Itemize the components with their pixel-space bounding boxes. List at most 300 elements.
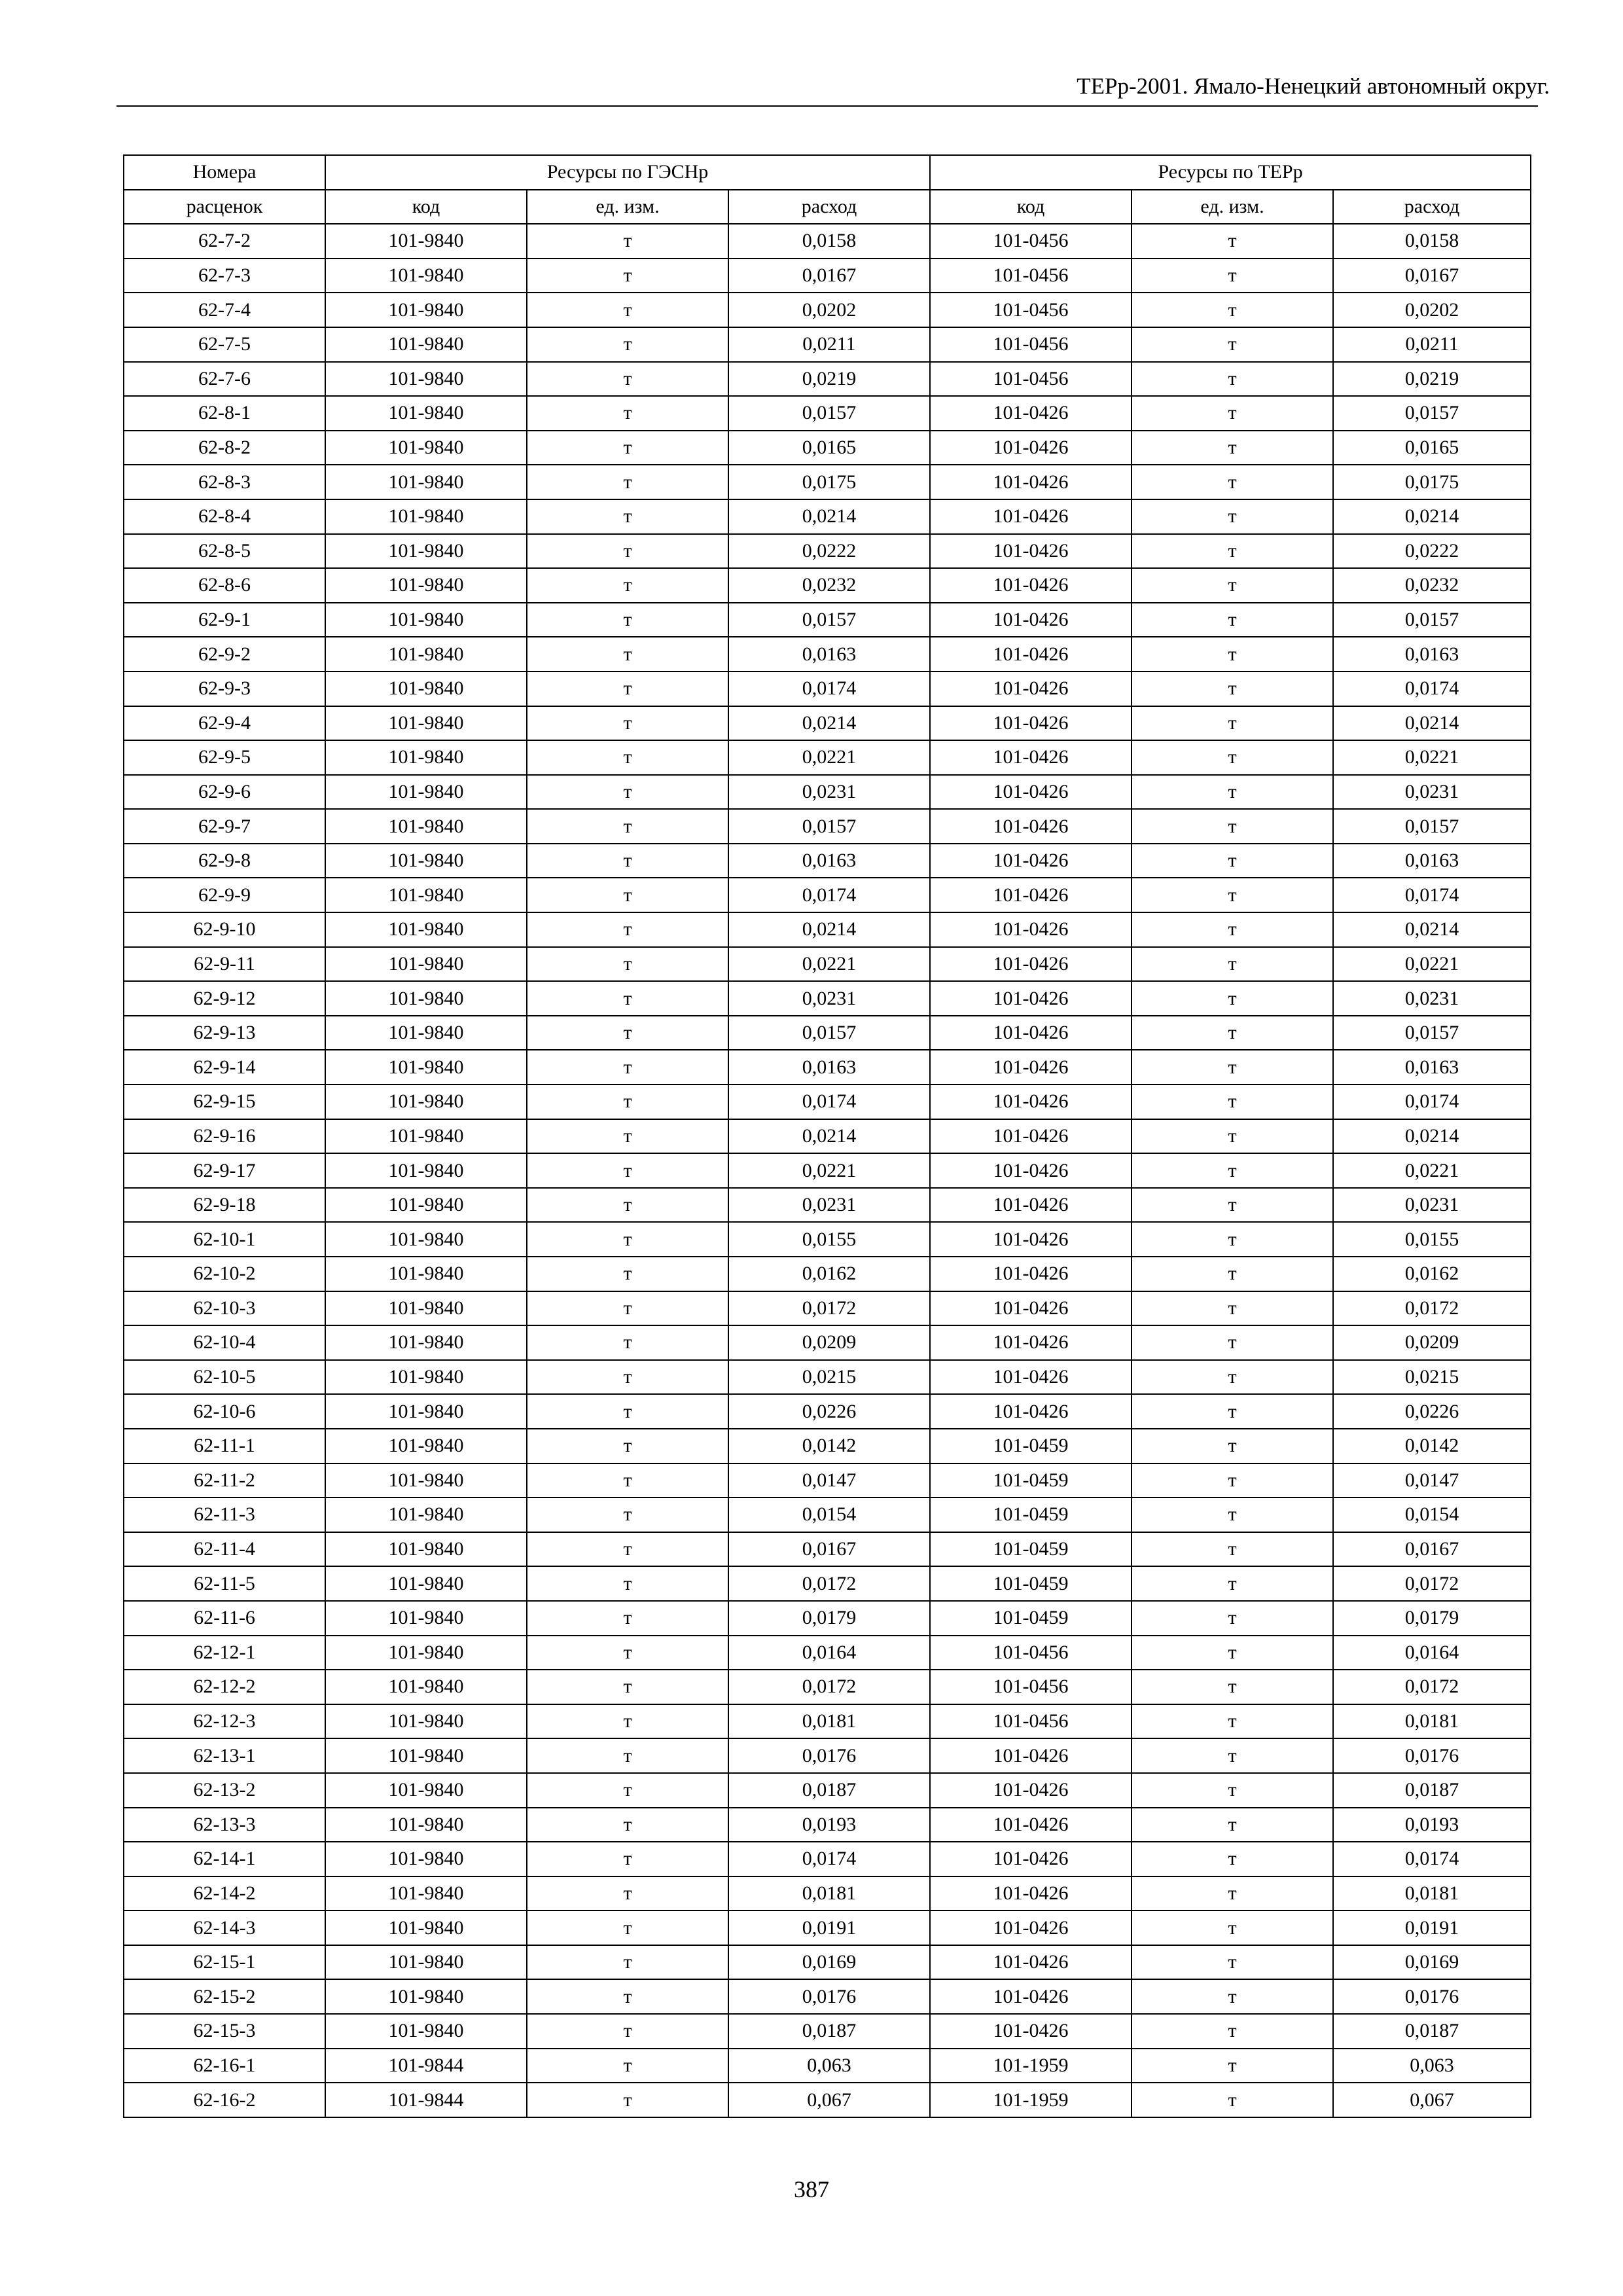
rate-number-cell: 62-16-1 — [124, 2049, 325, 2083]
rate-number-cell: 62-9-2 — [124, 637, 325, 672]
gesn-amount-cell: 0,0214 — [728, 1119, 930, 1154]
gesn-code-cell: 101-9840 — [325, 1670, 527, 1704]
ter-unit-cell: т — [1132, 947, 1333, 982]
table-row — [124, 844, 1531, 878]
gesn-unit-cell: т — [527, 947, 728, 982]
rate-number-cell: 62-10-6 — [124, 1394, 325, 1429]
rate-number-cell: 62-8-4 — [124, 499, 325, 534]
ter-amount-cell: 0,0231 — [1333, 981, 1531, 1016]
ter-unit-cell: т — [1132, 534, 1333, 569]
ter-amount-cell: 0,0163 — [1333, 844, 1531, 878]
gesn-code-cell: 101-9840 — [325, 1291, 527, 1326]
gesn-amount-cell: 0,0167 — [728, 259, 930, 293]
gesn-code-cell: 101-9840 — [325, 293, 527, 327]
ter-amount-cell: 0,0231 — [1333, 775, 1531, 810]
gesn-amount-cell: 0,0209 — [728, 1325, 930, 1360]
rate-number-cell: 62-14-2 — [124, 1876, 325, 1911]
gesn-unit-cell: т — [527, 1360, 728, 1395]
gesn-unit-cell: т — [527, 1085, 728, 1119]
gesn-unit-cell: т — [527, 1325, 728, 1360]
gesn-amount-cell: 0,0162 — [728, 1257, 930, 1291]
ter-unit-cell: т — [1132, 740, 1333, 775]
ter-unit-cell: т — [1132, 396, 1333, 431]
gesn-unit-cell: т — [527, 1257, 728, 1291]
header-row-groups — [124, 155, 1531, 190]
gesn-code-cell: 101-9840 — [325, 1566, 527, 1601]
gesn-code-cell: 101-9840 — [325, 396, 527, 431]
resources-table — [123, 154, 1531, 2118]
ter-code-cell: 101-0426 — [930, 672, 1132, 706]
ter-unit-cell: т — [1132, 1153, 1333, 1188]
ter-amount-cell: 0,0231 — [1333, 1188, 1531, 1223]
gesn-amount-cell: 0,0179 — [728, 1601, 930, 1636]
gesn-code-cell: 101-9840 — [325, 981, 527, 1016]
ter-amount-cell: 0,0214 — [1333, 912, 1531, 947]
gesn-amount-cell: 0,0165 — [728, 431, 930, 465]
gesn-unit-cell: т — [527, 224, 728, 259]
rate-number-cell: 62-15-2 — [124, 1979, 325, 2014]
gesn-code-cell: 101-9844 — [325, 2083, 527, 2117]
gesn-code-cell: 101-9840 — [325, 465, 527, 499]
gesn-unit-cell: т — [527, 1876, 728, 1911]
rate-number-cell: 62-9-14 — [124, 1050, 325, 1085]
ter-code-cell: 101-0459 — [930, 1463, 1132, 1498]
table-row — [124, 1257, 1531, 1291]
rate-number-cell: 62-15-3 — [124, 2014, 325, 2049]
gesn-amount-cell: 0,0163 — [728, 1050, 930, 1085]
ter-unit-cell: т — [1132, 981, 1333, 1016]
ter-unit-cell: т — [1132, 2049, 1333, 2083]
gesn-unit-cell: т — [527, 1704, 728, 1739]
table-row — [124, 1808, 1531, 1842]
gesn-unit-cell: т — [527, 912, 728, 947]
ter-unit-header: ед. изм. — [1132, 190, 1333, 224]
ter-amount-cell: 0,0221 — [1333, 740, 1531, 775]
gesn-unit-cell: т — [527, 1532, 728, 1567]
table-row — [124, 1979, 1531, 2014]
ter-code-cell: 101-0426 — [930, 947, 1132, 982]
gesn-unit-cell: т — [527, 1153, 728, 1188]
gesn-code-header: код — [325, 190, 527, 224]
ter-amount-cell: 0,0232 — [1333, 568, 1531, 603]
table-row — [124, 1463, 1531, 1498]
gesn-code-cell: 101-9840 — [325, 1910, 527, 1945]
ter-code-cell: 101-0426 — [930, 878, 1132, 912]
ter-amount-cell: 0,0179 — [1333, 1601, 1531, 1636]
gesn-code-cell: 101-9840 — [325, 1188, 527, 1223]
ter-unit-cell: т — [1132, 1704, 1333, 1739]
ter-unit-cell: т — [1132, 1394, 1333, 1429]
rate-number-cell: 62-7-6 — [124, 362, 325, 397]
ter-amount-cell: 0,0157 — [1333, 809, 1531, 844]
ter-code-cell: 101-0426 — [930, 2014, 1132, 2049]
table-row — [124, 981, 1531, 1016]
ter-code-cell: 101-0426 — [930, 431, 1132, 465]
gesn-unit-cell: т — [527, 1636, 728, 1670]
table-row — [124, 1910, 1531, 1945]
gesn-unit-cell: т — [527, 1566, 728, 1601]
gesn-amount-cell: 0,0187 — [728, 1773, 930, 1808]
rate-number-cell: 62-7-2 — [124, 224, 325, 259]
rate-number-cell: 62-10-3 — [124, 1291, 325, 1326]
gesn-unit-cell: т — [527, 293, 728, 327]
ter-amount-cell: 0,0176 — [1333, 1979, 1531, 2014]
gesn-amount-cell: 0,0174 — [728, 1085, 930, 1119]
gesn-code-cell: 101-9840 — [325, 1704, 527, 1739]
ter-code-cell: 101-0456 — [930, 327, 1132, 362]
ter-amount-cell: 0,067 — [1333, 2083, 1531, 2117]
table-row — [124, 1325, 1531, 1360]
ter-unit-cell: т — [1132, 912, 1333, 947]
gesn-code-cell: 101-9840 — [325, 1498, 527, 1532]
ter-code-cell: 101-0426 — [930, 1773, 1132, 1808]
table-row — [124, 775, 1531, 810]
ter-unit-cell: т — [1132, 568, 1333, 603]
table-head — [124, 155, 1531, 224]
ter-code-cell: 101-1959 — [930, 2083, 1132, 2117]
gesn-code-cell: 101-9840 — [325, 603, 527, 637]
gesn-unit-cell: т — [527, 431, 728, 465]
ter-amount-cell: 0,0202 — [1333, 293, 1531, 327]
gesn-unit-cell: т — [527, 499, 728, 534]
gesn-code-cell: 101-9840 — [325, 844, 527, 878]
table-row — [124, 1429, 1531, 1463]
gesn-unit-cell: т — [527, 568, 728, 603]
rate-number-cell: 62-10-1 — [124, 1222, 325, 1257]
table-row — [124, 534, 1531, 569]
rate-number-cell: 62-16-2 — [124, 2083, 325, 2117]
ter-code-cell: 101-0426 — [930, 568, 1132, 603]
gesn-amount-cell: 0,0167 — [728, 1532, 930, 1567]
ter-code-header: код — [930, 190, 1132, 224]
gesn-unit-cell: т — [527, 1670, 728, 1704]
gesn-unit-cell: т — [527, 2083, 728, 2117]
gesn-code-cell: 101-9840 — [325, 1876, 527, 1911]
gesn-amount-cell: 0,0221 — [728, 947, 930, 982]
gesn-unit-cell: т — [527, 1808, 728, 1842]
ter-unit-cell: т — [1132, 1979, 1333, 2014]
ter-code-cell: 101-1959 — [930, 2049, 1132, 2083]
rate-number-cell: 62-11-5 — [124, 1566, 325, 1601]
table-row — [124, 1153, 1531, 1188]
rate-number-cell: 62-9-13 — [124, 1016, 325, 1050]
gesn-amount-cell: 0,0231 — [728, 1188, 930, 1223]
ter-code-cell: 101-0426 — [930, 1119, 1132, 1154]
numbers-header-bottom: расценок — [124, 190, 325, 224]
ter-amount-cell: 0,0191 — [1333, 1910, 1531, 1945]
ter-unit-cell: т — [1132, 706, 1333, 741]
ter-unit-cell: т — [1132, 844, 1333, 878]
gesn-unit-cell: т — [527, 465, 728, 499]
ter-unit-cell: т — [1132, 775, 1333, 810]
ter-amount-cell: 0,0157 — [1333, 603, 1531, 637]
table-row — [124, 224, 1531, 259]
ter-code-cell: 101-0426 — [930, 1738, 1132, 1773]
gesn-code-cell: 101-9840 — [325, 2014, 527, 2049]
gesn-code-cell: 101-9840 — [325, 1429, 527, 1463]
table-row — [124, 1188, 1531, 1223]
gesn-code-cell: 101-9840 — [325, 637, 527, 672]
ter-code-cell: 101-0426 — [930, 740, 1132, 775]
gesn-unit-cell: т — [527, 1910, 728, 1945]
ter-group-header: Ресурсы по ТЕРр — [930, 155, 1531, 190]
rate-number-cell: 62-10-4 — [124, 1325, 325, 1360]
ter-amount-cell: 0,0211 — [1333, 327, 1531, 362]
gesn-code-cell: 101-9840 — [325, 1257, 527, 1291]
ter-unit-cell: т — [1132, 603, 1333, 637]
gesn-amount-cell: 0,063 — [728, 2049, 930, 2083]
table-row — [124, 637, 1531, 672]
gesn-code-cell: 101-9840 — [325, 1119, 527, 1154]
ter-amount-cell: 0,0169 — [1333, 1945, 1531, 1980]
gesn-amount-cell: 0,0172 — [728, 1566, 930, 1601]
table-row — [124, 706, 1531, 741]
gesn-amount-cell: 0,0211 — [728, 327, 930, 362]
numbers-header-top: Номера — [124, 155, 325, 190]
gesn-code-cell: 101-9840 — [325, 1532, 527, 1567]
ter-code-cell: 101-0426 — [930, 1394, 1132, 1429]
gesn-code-cell: 101-9840 — [325, 1979, 527, 2014]
ter-code-cell: 101-0426 — [930, 1085, 1132, 1119]
gesn-unit-cell: т — [527, 1291, 728, 1326]
rate-number-cell: 62-10-2 — [124, 1257, 325, 1291]
ter-amount-cell: 0,0167 — [1333, 259, 1531, 293]
rate-number-cell: 62-9-3 — [124, 672, 325, 706]
ter-code-cell: 101-0459 — [930, 1601, 1132, 1636]
gesn-code-cell: 101-9840 — [325, 1773, 527, 1808]
gesn-unit-cell: т — [527, 1429, 728, 1463]
rate-number-cell: 62-14-3 — [124, 1910, 325, 1945]
rate-number-cell: 62-9-7 — [124, 809, 325, 844]
ter-code-cell: 101-0459 — [930, 1566, 1132, 1601]
gesn-amount-cell: 0,0142 — [728, 1429, 930, 1463]
rate-number-cell: 62-9-9 — [124, 878, 325, 912]
table-row — [124, 465, 1531, 499]
rate-number-cell: 62-13-2 — [124, 1773, 325, 1808]
table-row — [124, 809, 1531, 844]
gesn-amount-cell: 0,0163 — [728, 844, 930, 878]
ter-unit-cell: т — [1132, 1119, 1333, 1154]
table-row — [124, 947, 1531, 982]
ter-unit-cell: т — [1132, 1498, 1333, 1532]
ter-unit-cell: т — [1132, 672, 1333, 706]
gesn-amount-cell: 0,0172 — [728, 1670, 930, 1704]
gesn-amount-cell: 0,0169 — [728, 1945, 930, 1980]
ter-amount-cell: 0,0142 — [1333, 1429, 1531, 1463]
table-row — [124, 2049, 1531, 2083]
ter-unit-cell: т — [1132, 809, 1333, 844]
ter-amount-cell: 0,0174 — [1333, 1842, 1531, 1876]
gesn-code-cell: 101-9840 — [325, 775, 527, 810]
table-row — [124, 2083, 1531, 2117]
gesn-group-header: Ресурсы по ГЭСНр — [325, 155, 930, 190]
ter-amount-cell: 0,0174 — [1333, 878, 1531, 912]
ter-amount-cell: 0,0157 — [1333, 1016, 1531, 1050]
ter-code-cell: 101-0426 — [930, 637, 1132, 672]
ter-amount-cell: 0,0222 — [1333, 534, 1531, 569]
table-row — [124, 740, 1531, 775]
gesn-amount-cell: 0,0174 — [728, 878, 930, 912]
gesn-unit-cell: т — [527, 1394, 728, 1429]
ter-code-cell: 101-0426 — [930, 1876, 1132, 1911]
ter-code-cell: 101-0426 — [930, 1945, 1132, 1980]
table-row — [124, 1498, 1531, 1532]
table-row — [124, 912, 1531, 947]
table-row — [124, 1670, 1531, 1704]
ter-unit-cell: т — [1132, 2014, 1333, 2049]
ter-amount-cell: 0,0221 — [1333, 947, 1531, 982]
rate-number-cell: 62-10-5 — [124, 1360, 325, 1395]
table-row — [124, 1773, 1531, 1808]
gesn-amount-cell: 0,0164 — [728, 1636, 930, 1670]
gesn-amount-cell: 0,0221 — [728, 1153, 930, 1188]
gesn-unit-cell: т — [527, 259, 728, 293]
table-row — [124, 431, 1531, 465]
rate-number-cell: 62-12-1 — [124, 1636, 325, 1670]
gesn-amount-cell: 0,0158 — [728, 224, 930, 259]
table-row — [124, 1050, 1531, 1085]
gesn-amount-cell: 0,0157 — [728, 396, 930, 431]
rate-number-cell: 62-9-1 — [124, 603, 325, 637]
ter-unit-cell: т — [1132, 878, 1333, 912]
ter-amount-cell: 0,0155 — [1333, 1222, 1531, 1257]
gesn-code-cell: 101-9840 — [325, 1016, 527, 1050]
rate-number-cell: 62-9-8 — [124, 844, 325, 878]
gesn-amount-cell: 0,0231 — [728, 981, 930, 1016]
ter-amount-cell: 0,0175 — [1333, 465, 1531, 499]
ter-code-cell: 101-0426 — [930, 1050, 1132, 1085]
ter-unit-cell: т — [1132, 1738, 1333, 1773]
rate-number-cell: 62-15-1 — [124, 1945, 325, 1980]
gesn-code-cell: 101-9840 — [325, 809, 527, 844]
gesn-amount-cell: 0,0214 — [728, 499, 930, 534]
ter-amount-cell: 0,0193 — [1333, 1808, 1531, 1842]
page-number: 387 — [794, 2176, 829, 2202]
rate-number-cell: 62-14-1 — [124, 1842, 325, 1876]
ter-unit-cell: т — [1132, 1325, 1333, 1360]
ter-unit-cell: т — [1132, 1222, 1333, 1257]
table-row — [124, 1222, 1531, 1257]
ter-code-cell: 101-0426 — [930, 1979, 1132, 2014]
gesn-amount-cell: 0,0147 — [728, 1463, 930, 1498]
rate-number-cell: 62-12-2 — [124, 1670, 325, 1704]
ter-code-cell: 101-0456 — [930, 1670, 1132, 1704]
rate-number-cell: 62-9-16 — [124, 1119, 325, 1154]
gesn-unit-header: ед. изм. — [527, 190, 728, 224]
ter-code-cell: 101-0426 — [930, 465, 1132, 499]
ter-amount-cell: 0,0147 — [1333, 1463, 1531, 1498]
gesn-unit-cell: т — [527, 637, 728, 672]
gesn-amount-cell: 0,0221 — [728, 740, 930, 775]
rate-number-cell: 62-8-5 — [124, 534, 325, 569]
ter-unit-cell: т — [1132, 1601, 1333, 1636]
table-row — [124, 293, 1531, 327]
gesn-code-cell: 101-9840 — [325, 1153, 527, 1188]
gesn-unit-cell: т — [527, 327, 728, 362]
ter-unit-cell: т — [1132, 1463, 1333, 1498]
header-row-columns — [124, 190, 1531, 224]
ter-unit-cell: т — [1132, 499, 1333, 534]
ter-unit-cell: т — [1132, 224, 1333, 259]
running-header: ТЕРр-2001. Ямало-Ненецкий автономный округ. — [1077, 73, 1550, 99]
gesn-unit-cell: т — [527, 672, 728, 706]
rate-number-cell: 62-12-3 — [124, 1704, 325, 1739]
ter-code-cell: 101-0456 — [930, 362, 1132, 397]
ter-amount-cell: 0,063 — [1333, 2049, 1531, 2083]
gesn-code-cell: 101-9840 — [325, 878, 527, 912]
ter-code-cell: 101-0426 — [930, 706, 1132, 741]
gesn-unit-cell: т — [527, 1601, 728, 1636]
gesn-amount-cell: 0,0155 — [728, 1222, 930, 1257]
gesn-amount-cell: 0,0157 — [728, 603, 930, 637]
gesn-unit-cell: т — [527, 396, 728, 431]
table-row — [124, 1291, 1531, 1326]
ter-unit-cell: т — [1132, 1050, 1333, 1085]
ter-code-cell: 101-0426 — [930, 1842, 1132, 1876]
ter-code-cell: 101-0426 — [930, 1016, 1132, 1050]
ter-amount-cell: 0,0163 — [1333, 1050, 1531, 1085]
ter-code-cell: 101-0426 — [930, 1910, 1132, 1945]
gesn-amount-cell: 0,0157 — [728, 1016, 930, 1050]
gesn-code-cell: 101-9840 — [325, 568, 527, 603]
gesn-amount-cell: 0,0163 — [728, 637, 930, 672]
gesn-amount-cell: 0,0214 — [728, 912, 930, 947]
rate-number-cell: 62-13-3 — [124, 1808, 325, 1842]
gesn-unit-cell: т — [527, 809, 728, 844]
gesn-amount-cell: 0,0215 — [728, 1360, 930, 1395]
gesn-amount-cell: 0,0226 — [728, 1394, 930, 1429]
ter-amount-cell: 0,0214 — [1333, 706, 1531, 741]
ter-code-cell: 101-0426 — [930, 1222, 1132, 1257]
ter-code-cell: 101-0456 — [930, 1704, 1132, 1739]
gesn-unit-cell: т — [527, 981, 728, 1016]
ter-code-cell: 101-0426 — [930, 1188, 1132, 1223]
ter-unit-cell: т — [1132, 1566, 1333, 1601]
table-row — [124, 1085, 1531, 1119]
ter-code-cell: 101-0426 — [930, 1291, 1132, 1326]
ter-amount-cell: 0,0162 — [1333, 1257, 1531, 1291]
gesn-amount-cell: 0,0193 — [728, 1808, 930, 1842]
gesn-code-cell: 101-9840 — [325, 947, 527, 982]
rate-number-cell: 62-7-4 — [124, 293, 325, 327]
ter-amount-header: расход — [1333, 190, 1531, 224]
gesn-unit-cell: т — [527, 1016, 728, 1050]
gesn-unit-cell: т — [527, 534, 728, 569]
gesn-unit-cell: т — [527, 706, 728, 741]
gesn-amount-cell: 0,0219 — [728, 362, 930, 397]
ter-amount-cell: 0,0172 — [1333, 1670, 1531, 1704]
rate-number-cell: 62-8-3 — [124, 465, 325, 499]
ter-code-cell: 101-0426 — [930, 844, 1132, 878]
table-row — [124, 362, 1531, 397]
ter-unit-cell: т — [1132, 1016, 1333, 1050]
gesn-amount-cell: 0,0154 — [728, 1498, 930, 1532]
table-row — [124, 259, 1531, 293]
ter-amount-cell: 0,0174 — [1333, 1085, 1531, 1119]
ter-unit-cell: т — [1132, 1842, 1333, 1876]
gesn-unit-cell: т — [527, 1738, 728, 1773]
gesn-code-cell: 101-9840 — [325, 362, 527, 397]
gesn-code-cell: 101-9840 — [325, 327, 527, 362]
ter-code-cell: 101-0426 — [930, 534, 1132, 569]
gesn-amount-cell: 0,0172 — [728, 1291, 930, 1326]
gesn-code-cell: 101-9840 — [325, 1222, 527, 1257]
gesn-unit-cell: т — [527, 1773, 728, 1808]
table-row — [124, 1842, 1531, 1876]
ter-unit-cell: т — [1132, 1429, 1333, 1463]
gesn-unit-cell: т — [527, 844, 728, 878]
gesn-amount-cell: 0,0181 — [728, 1704, 930, 1739]
